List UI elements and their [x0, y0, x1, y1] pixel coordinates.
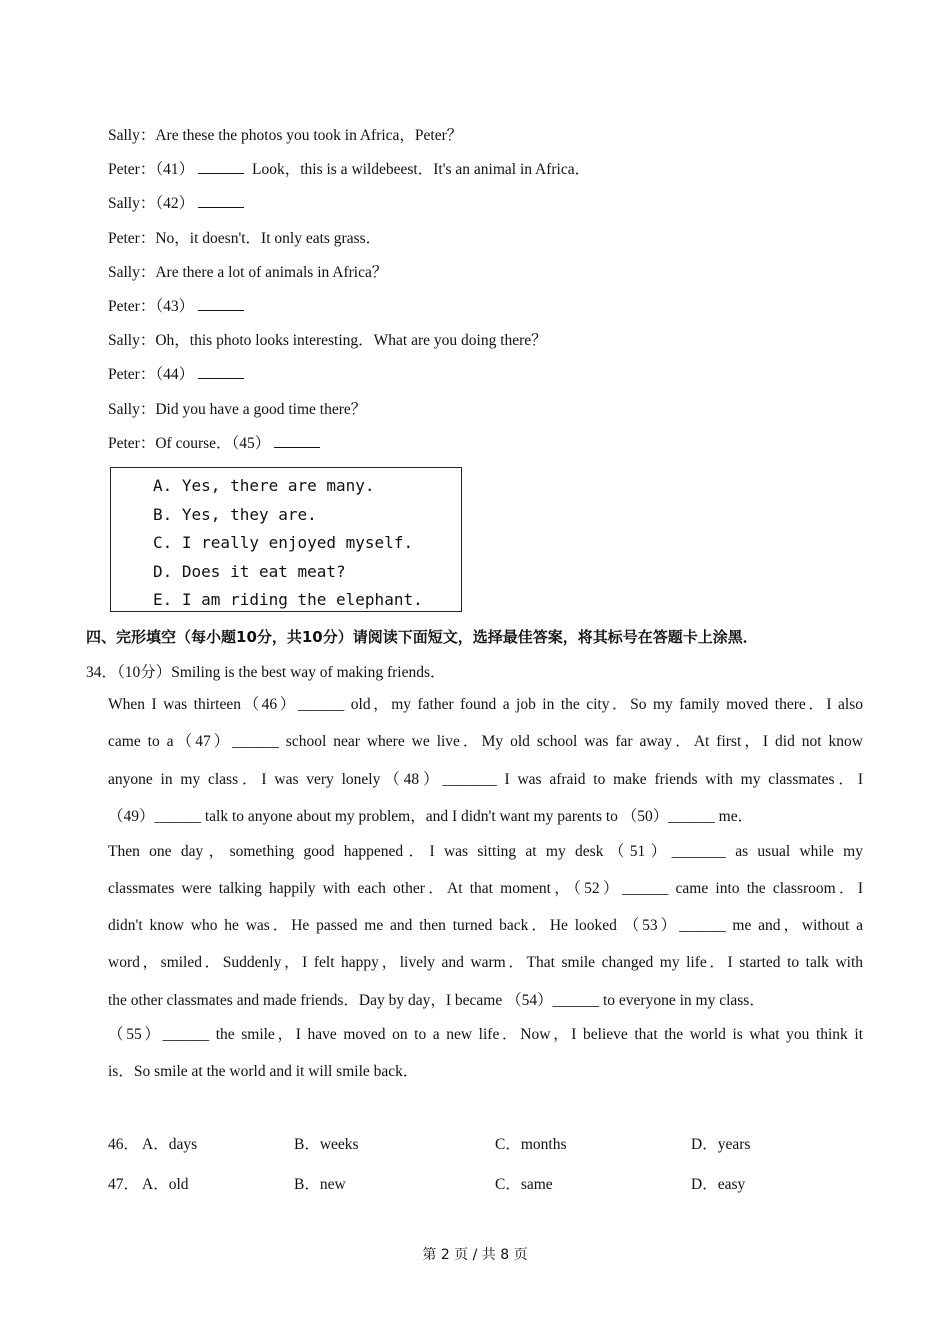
dialog-line: Sally：（42）	[108, 192, 808, 226]
dialog-line: Peter：（43）	[108, 295, 808, 329]
dialogue	[108, 124, 808, 466]
dialog-line: Peter：No，it doesn't．It only eats grass．	[108, 229, 382, 247]
dialog-line: Peter：Of course．（45）	[108, 432, 808, 466]
dialog-line: Peter：（44）	[108, 363, 808, 397]
passage-line: classmates were talking happily with each other．At that moment，（52）______ came into the classroom．I	[108, 880, 863, 897]
option-d: D. Does it eat meat?	[153, 562, 346, 581]
passage-line: （55）______ the smile，I have moved on to a new life．Now，I believe that the world is what you think it	[108, 1026, 863, 1043]
dialog-line: Peter：（41） Look，this is a wildebeest．It's an animal in Africa．	[108, 161, 591, 179]
choice-c: C．same	[495, 1176, 553, 1193]
choice-row-46: 46． A．days B．weeks C．months D．years	[108, 1133, 868, 1157]
passage-line: didn't know who he was．He passed me and then turned back．He looked （53）______ me and，without a	[108, 917, 863, 934]
choice-row-47: 47． A．old B．new C．same D．easy	[108, 1173, 868, 1197]
option-e: E. I am riding the elephant.	[153, 590, 423, 609]
choice-c: C．months	[495, 1136, 567, 1153]
answer-blank	[198, 159, 244, 174]
dialog-line: Sally：Did you have a good time there？	[108, 400, 367, 418]
choice-a: A．days	[142, 1136, 198, 1153]
section-heading: 四、完形填空（每小题10分，共10分）请阅读下面短文，选择最佳答案，将其标号在答题卡上涂黑．	[86, 628, 758, 646]
answer-blank	[198, 364, 244, 379]
choice-d: D．years	[691, 1136, 751, 1153]
answer-blank	[198, 193, 244, 208]
answer-blank	[274, 433, 320, 448]
choice-d: D．easy	[691, 1176, 746, 1193]
question-heading: 34．（10分）Smiling is the best way of making friends．	[86, 664, 446, 681]
choice-b: B．weeks	[294, 1136, 359, 1153]
options-box	[110, 467, 462, 612]
passage-line: the other classmates and made friends．Day by day，I became （54）______ to everyone in my class．	[108, 992, 765, 1009]
option-c: C. I really enjoyed myself.	[153, 533, 414, 552]
option-b: B. Yes, they are.	[153, 505, 317, 524]
choice-a: A．old	[142, 1176, 189, 1193]
answer-blank	[198, 296, 244, 311]
passage-line: （49）______ talk to anyone about my problem，and I didn't want my parents to （50）______ me．	[108, 808, 754, 825]
passage-line: When I was thirteen（46）______ old，my father found a job in the city．So my family moved there．I also	[108, 696, 863, 713]
passage-line: Then one day，something good happened．I was sitting at my desk（51）_______ as usual while my	[108, 843, 863, 860]
page-footer: 第 2 页 / 共 8 页	[422, 1247, 528, 1263]
passage-line: came to a（47）______ school near where we live．My old school was far away．At first，I did not know	[108, 733, 863, 750]
dialog-line: Sally：Are there a lot of animals in Africa？	[108, 263, 388, 281]
dialog-line: Sally：Are these the photos you took in Africa，Peter？	[108, 127, 463, 144]
option-a: A. Yes, there are many.	[153, 476, 375, 495]
dialog-line: Sally：Oh，this photo looks interesting．What are you doing there？	[108, 332, 547, 350]
passage-line: word，smiled．Suddenly，I felt happy，lively and warm．That smile changed my life．I started to talk with	[108, 954, 863, 971]
passage-line: anyone in my class．I was very lonely（48）_______ I was afraid to make friends with my classmates．I	[108, 771, 863, 788]
choice-b: B．new	[294, 1176, 346, 1193]
passage-line: is．So smile at the world and it will smile back．	[108, 1063, 419, 1080]
